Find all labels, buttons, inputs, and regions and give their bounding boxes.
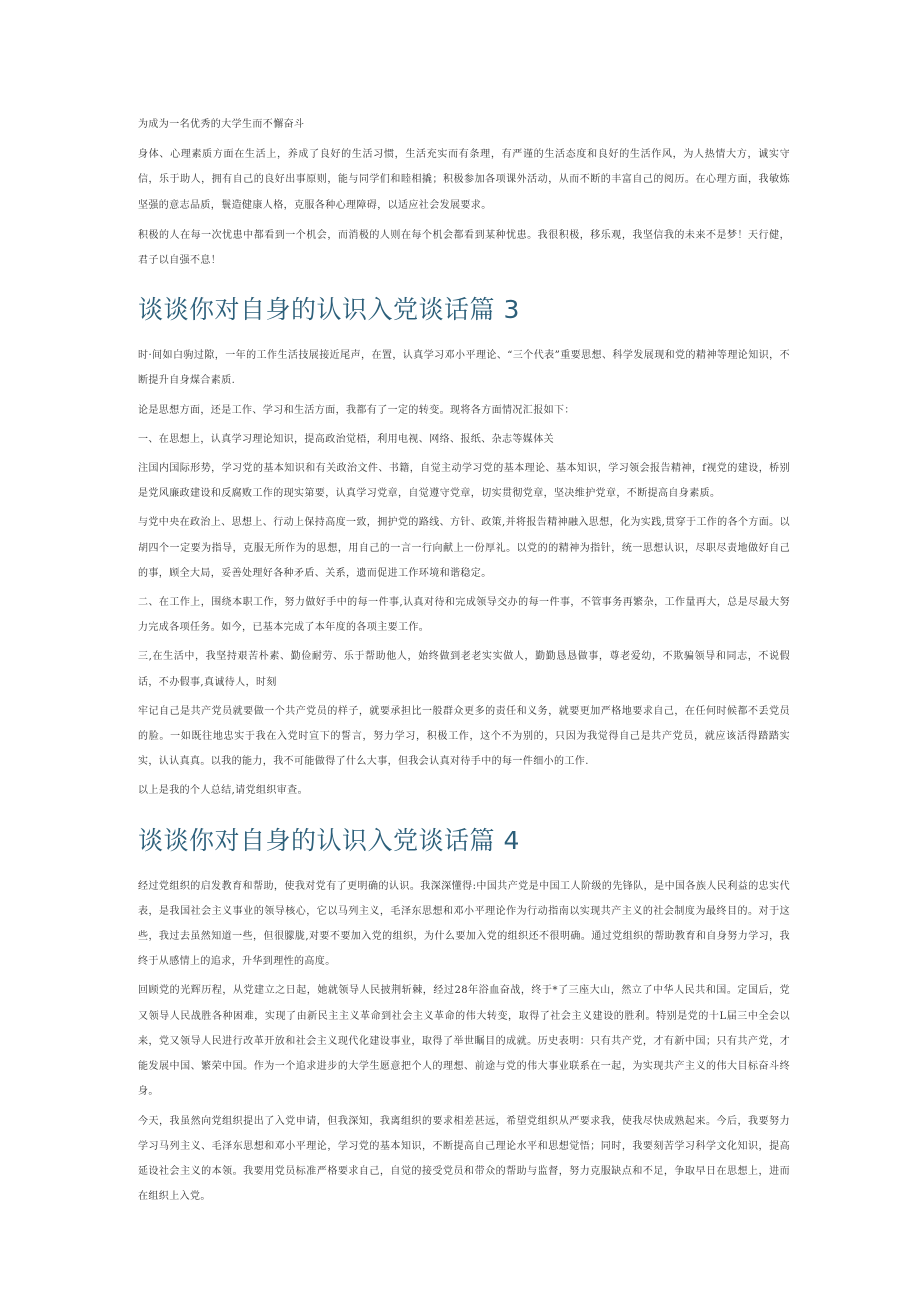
document-page <box>138 112 790 1209</box>
intro-paragraph-2: 积极的人在每一次忧患中都看到一个机会，而消极的人则在每个机会都看到某种忧患。我很积极，移乐观，我坚信我的未来不是梦！天行健，君子以自强不息！ <box>138 229 790 267</box>
section-3-paragraph-8: 牢记自己是共产党员就要做一个共产党员的样子，就要承担比一般群众更多的责任和义务，就要更加严格地要求自己，在任何时候都不丢党员的脸。一如既往地忠实于我在入党时宣下的誓言，努力学习，积极工作，这个不为别的，只因为我觉得自己是共产党员，就应该活得踏踏实实，认认真真。以我的能力，我不可能做得了什么大事，但我会认真对待手中的每一件细小的工作. <box>138 705 790 768</box>
section-3-paragraph-9: 以上是我的个人总结,请党组织审查。 <box>138 785 308 797</box>
intro-line: 为成为一名优秀的大学生而不懈奋斗 <box>138 119 305 130</box>
section-4-heading: 谈谈你对自身的认识入党谈话篇 4 <box>138 825 520 855</box>
section-3-paragraph-2: 论是思想方面，还是工作、学习和生活方面，我都有了一定的转变。现将各方面情况汇报如下： <box>138 404 575 416</box>
intro-paragraph-1: 身体、心理素质方面在生活上，养成了良好的生活习惯，生活充实而有条理，有严谨的生活态度和良好的生活作风，为人热情大方，诚实守信，乐于助人，拥有自己的良好出事原则，能与同学们和睦相撬；积极参加各项课外活动，从而不断的丰富自己的阅历。在心理方面，我敏炼坚强的意志品质，鬟造健康人格，克服各种心理障碍，以适应社会发展要求。 <box>138 149 790 211</box>
section-3-paragraph-1: 时·间如白驹过隙，一年的工作生活技展接近尾声，在置，认真学习邓小平理论、“三个代表”重要思想、科学发展现和党的精神等理论知识，不断提升自身煤合素质. <box>138 350 790 387</box>
section-3-paragraph-6: 二、在工作上，围绕本职工作，努力做好手中的每一件事,认真对待和完成领导交办的每一件事，不管事务再繁杂，工作量再大，总是尽最大努力完成各项任务。如今，已基本完成了本年度的各项主要工作。 <box>138 597 790 634</box>
section-3-heading: 谈谈你对自身的认识入党谈话篇 3 <box>138 295 520 325</box>
section-3-paragraph-4: 注国内国际形势，学习党的基本知识和有关政治文件、书籍，自觉主动学习党的基本理论、基本知识，学习领会报告精神，f视党的建设，桥别是党风廉政建设和反腐败工作的现实第要，认真学习党章，自觉遵守党章，切实贯彻党章，坚决维护党章，不断提高自身素质。 <box>138 463 790 500</box>
section-4-paragraph-2: 回顾党的光辉历程，从党建立之日起，她就领导人民披荆斩棘，经过28年浴血奋战，终于*了三座大山，然立了中华人民共和国。定国后，党又领导人民战胜各种困难，实现了由新民主主义革命到社会主义革命的伟大转变，取得了社会主义建设的胜利。特别是党的十L届三中全会以来，党又领导人民进行改革开放和社会主义现代化建设事业，取得了举世瞩目的成就。历史表明：只有共产党，才有新中国；只有共产党，才能发展中国、繁荣中国。作为一个追求进步的大学生愿意把个人的理想、前途与党的伟大事业联系在一起，为实现共产主义的伟大目标奋斗终身。 <box>138 985 790 1098</box>
section-4-paragraph-1: 经过党组织的启发教育和帮助，使我对党有了更明确的认识。我深深懂得:中国共产党是中国工人阶级的先锋队，是中国各族人民利益的忠实代表，是我国社会主义事业的领导核心，它以马列主义，毛泽东思想和邓小平理论作为行动指南以实现共产主义的社会制度为最终目的。对于这些，我过去虽然知道一些，但很朦胧,对要不要加入党的组织，为什么要加入党的组织还不很明确。通过党组织的帮助教育和自身努力学习，我终于从感情上的追求，升华到理性的高度。 <box>138 880 790 968</box>
section-3-paragraph-7: 三,在生活中，我坚持艰苦朴素、勤俭耐劳、乐于帮助他人，始终做到老老实实做人，勤勤恳恳做事，尊老爱幼，不欺骗领导和同志，不说假话，不办假事,真诚待人，时刻 <box>138 651 790 688</box>
section-3-paragraph-3: 一、在思想上，认真学习理论知识，提高政治觉梧，利用电视、网络、报纸、杂志等媒体关 <box>138 433 554 445</box>
section-4-paragraph-3: 今天，我虽然向党组织提出了入党申请，但我深知，我离组织的要求相差甚远，希望党组织从严要求我，使我尽快成熟起来。今后，我要努力学习马列主义、毛泽东思想和邓小平理论，学习党的基本知识，不断提高自己理论水平和思想觉悟；同时，我要刻苦学习科学文化知识，提高延设社会主义的本领。我要用党员标准严格要求自己，自觉的接受党员和带众的帮助与监督，努力克服缺点和不足，争取早日在思想上，进而在组织上入党。 <box>138 1115 790 1203</box>
section-3-paragraph-5: 与党中央在政治上、思想上、行动上保持高度一致，拥护党的路线、方针、政策,并将报告精神融入思想，化为实践,贯穿于工作的各个方面。以胡四个一定要为指导，克服无所作为的思想，用自己的一言一行向献上一份厚礼。以党的的精神为指针，统一思想认识，尽职尽责地做好自己的事，顾全大局，妥善处理好各种矛盾、关系，遗而促进工作环境和谐稳定。 <box>138 517 790 579</box>
